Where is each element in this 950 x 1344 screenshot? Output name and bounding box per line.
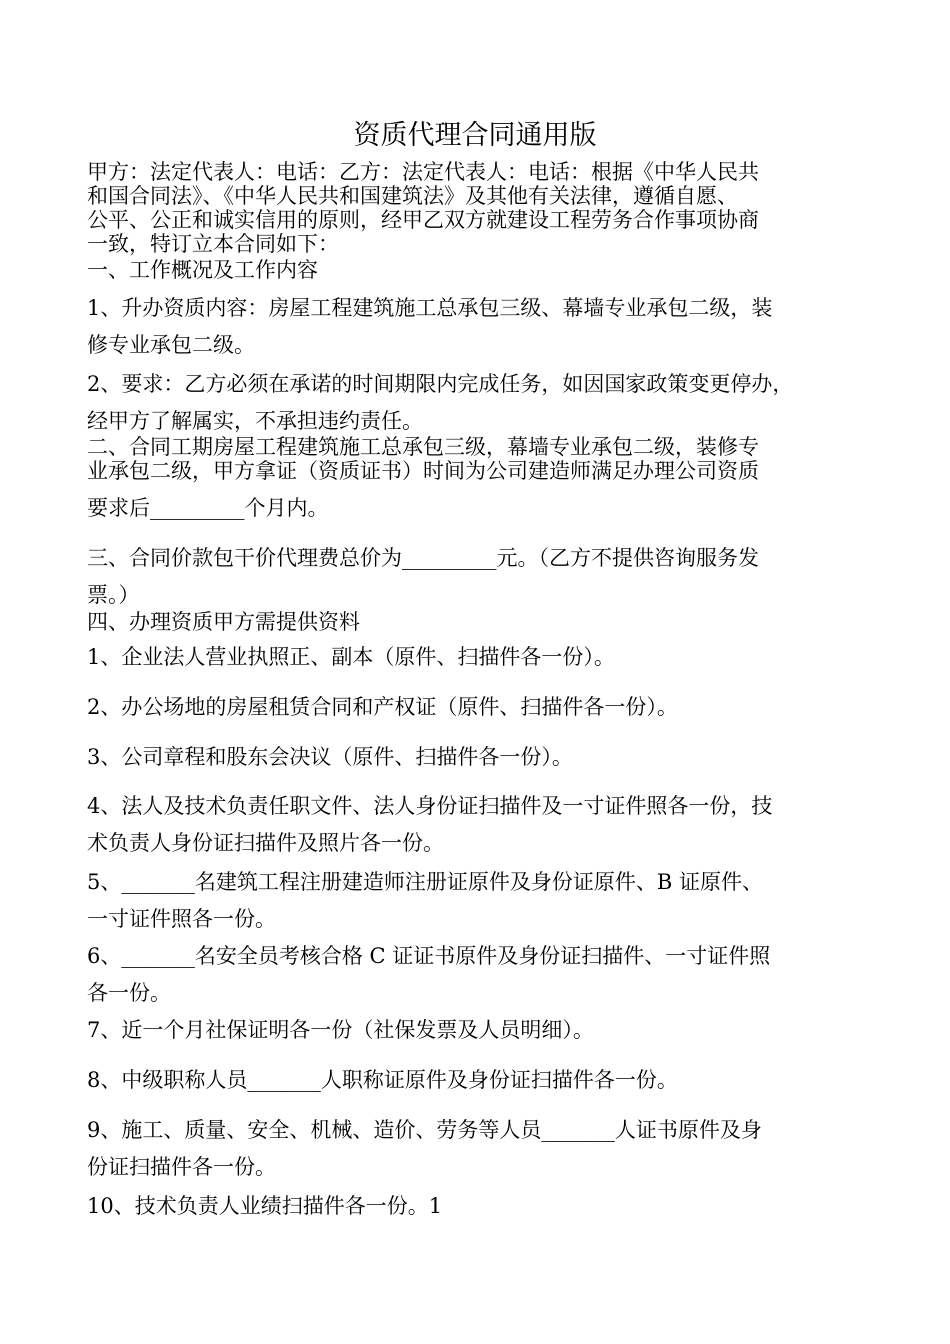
preamble-line: 公平、公正和诚实信用的原则，经甲乙双方就建设工程劳务合作事项协商 — [87, 208, 759, 232]
item-1-2 — [87, 366, 877, 440]
item-4-2: 2、办公场地的房屋租赁合同和产权证（原件、扫描件各一份）。 — [87, 695, 678, 719]
item-1-1 — [87, 290, 877, 364]
item-4-8: 8、中级职称人员_______人职称证原件及身份证扫描件各一份。 — [87, 1068, 678, 1092]
item-4-3: 3、公司章程和股东会决议（原件、扫描件各一份）。 — [87, 745, 573, 769]
item-line: 2、要求：乙方必须在承诺的时间期限内完成任务，如因国家政策变更停办， — [87, 372, 794, 396]
section-3-paragraph — [87, 540, 877, 614]
item-4-5 — [87, 864, 877, 938]
preamble-paragraph — [87, 160, 877, 256]
section-line: 二、合同工期房屋工程建筑施工总承包三级，幕墙专业承包二级，装修专 — [87, 435, 759, 459]
section-line: 业承包二级，甲方拿证（资质证书）时间为公司建造师满足办理公司资质 — [87, 459, 759, 483]
section-line: 票。） — [87, 583, 140, 607]
item-line: 经甲方了解属实，不承担违约责任。 — [87, 409, 423, 433]
item-4-10: 10、技术负责人业绩扫描件各一份。1 — [87, 1194, 443, 1218]
item-line: 份证扫描件各一份。 — [87, 1155, 276, 1179]
item-line: 术负责人身份证扫描件及照片各一份。 — [87, 831, 444, 855]
section-2-tail: 要求后_________个月内。 — [87, 496, 329, 520]
item-4-9 — [87, 1112, 877, 1186]
item-4-7: 7、近一个月社保证明各一份（社保发票及人员明细）。 — [87, 1018, 594, 1042]
item-4-4 — [87, 788, 877, 862]
item-line: 5、_______名建筑工程注册建造师注册证原件及身份证原件、B 证原件、 — [87, 870, 763, 894]
item-4-1: 1、企业法人营业执照正、副本（原件、扫描件各一份）。 — [87, 645, 615, 669]
section-4-heading: 四、办理资质甲方需提供资料 — [87, 610, 360, 634]
item-line: 各一份。 — [87, 981, 171, 1005]
preamble-line: 甲方：法定代表人：电话：乙方：法定代表人：电话：根据《中华人民共 — [87, 160, 759, 184]
item-line: 1、升办资质内容：房屋工程建筑施工总承包三级、幕墙专业承包二级，装 — [87, 296, 773, 320]
section-2-paragraph — [87, 435, 877, 483]
item-line: 4、法人及技术负责任职文件、法人身份证扫描件及一寸证件照各一份，技 — [87, 794, 773, 818]
item-line: 修专业承包二级。 — [87, 333, 255, 357]
section-1-heading: 一、工作概况及工作内容 — [87, 258, 318, 282]
preamble-line: 一致，特订立本合同如下： — [87, 232, 339, 256]
item-line: 9、施工、质量、安全、机械、造价、劳务等人员_______人证书原件及身 — [87, 1118, 762, 1142]
document-title: 资质代理合同通用版 — [353, 120, 597, 151]
item-4-6 — [87, 938, 877, 1012]
item-line: 6、_______名安全员考核合格 C 证证书原件及身份证扫描件、一寸证件照 — [87, 944, 771, 968]
item-line: 一寸证件照各一份。 — [87, 907, 276, 931]
preamble-line: 和国合同法》、《中华人民共和国建筑法》及其他有关法律，遵循自愿、 — [87, 184, 738, 208]
section-line: 三、合同价款包干价代理费总价为_________元。（乙方不提供咨询服务发 — [87, 546, 759, 570]
